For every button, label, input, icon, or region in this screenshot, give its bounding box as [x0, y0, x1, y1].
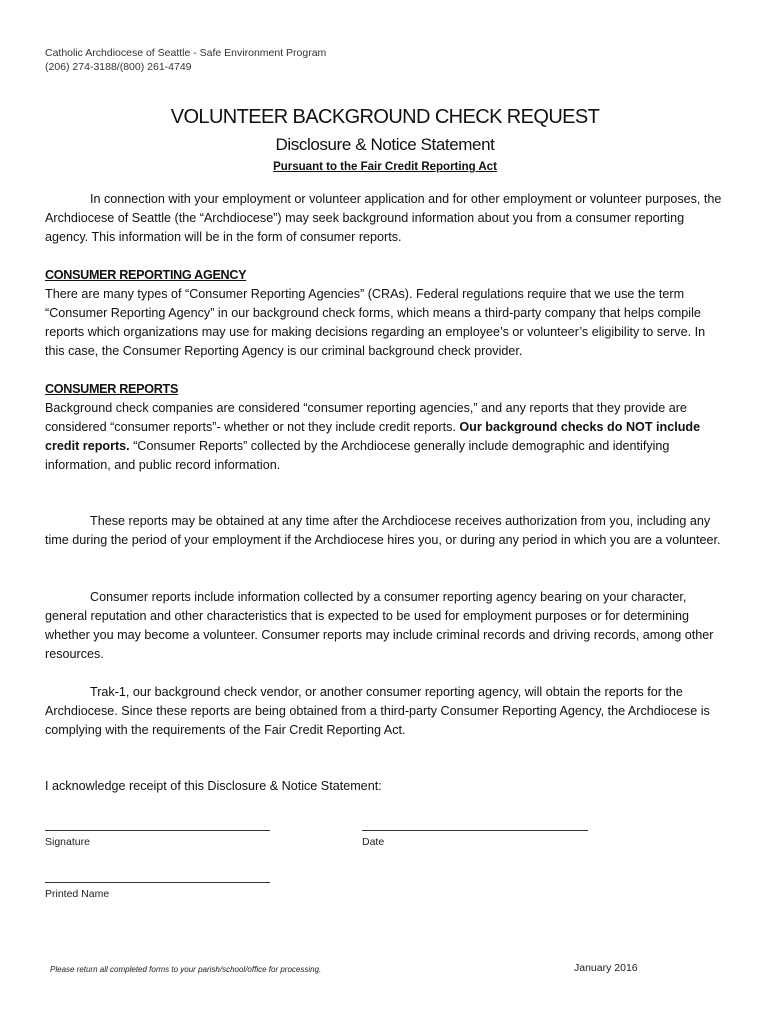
reports-text-bold: Our background checks do NOT include credit reports. [45, 420, 701, 453]
footer-note: Please return all completed forms to your parish/school/office for processing. [50, 965, 322, 974]
act-reference: Pursuant to the Fair Credit Reporting Act [273, 161, 497, 173]
p3-section [45, 683, 725, 740]
signature-line[interactable] [45, 830, 270, 831]
document-title: VOLUNTEER BACKGROUND CHECK REQUEST [170, 106, 600, 128]
reports-text-after: “Consumer Reports” collected by the Archdiocese generally include demographic and identifying information, and public record information. [45, 439, 670, 472]
acknowledge-statement: I acknowledge receipt of this Disclosure & Notice Statement: [45, 779, 382, 793]
title-block [0, 104, 770, 175]
intro-paragraph: In connection with your employment or volunteer application and for other employment or volunteer purposes, the Archdiocese of Seattle (the “Archdiocese”) may seek background information about you from a consumer reporting agency. This information will be in the form of consumer reports. [45, 192, 722, 244]
intro-section [45, 190, 725, 247]
cra-paragraph: There are many types of “Consumer Reporting Agencies” (CRAs). Federal regulations require that we use the term “Consumer Reporting Agency” in our background check forms, which means a third-party company that helps compile reports which organizations may use for making decisions regarding an employee’s or volunteer’s eligibility to serve. In this case, the Consumer Reporting Agency is our criminal background check provider. [45, 287, 706, 358]
p2-section [45, 588, 725, 664]
reports-paragraph [45, 399, 725, 475]
acknowledge-section [45, 777, 725, 796]
printed-name-label: Printed Name [45, 888, 110, 900]
reports-section [45, 380, 725, 475]
date-line[interactable] [362, 830, 588, 831]
signature-label: Signature [45, 836, 90, 848]
cra-heading: CONSUMER REPORTING AGENCY [45, 268, 247, 282]
date-label: Date [362, 836, 385, 848]
cra-section [45, 266, 725, 361]
phone-line: (206) 274-3188/(800) 261-4749 [45, 61, 192, 73]
org-line: Catholic Archdiocese of Seattle - Safe Environment Program [45, 47, 327, 59]
footer-date: January 2016 [574, 962, 638, 974]
reports-heading: CONSUMER REPORTS [45, 382, 179, 396]
document-subtitle: Disclosure & Notice Statement [275, 135, 495, 154]
paragraph-obtain-timing: These reports may be obtained at any time after the Archdiocese receives authorization from you, including any time during the period of your employment if the Archdiocese hires you, or during any period in which you are a volunteer. [45, 514, 721, 547]
p1-section [45, 512, 725, 550]
paragraph-vendor: Trak-1, our background check vendor, or another consumer reporting agency, will obtain the reports for the Archdiocese. Since these reports are being obtained from a third-party Consumer Reporting Agency, the Archdiocese is complying with the requirements of the Fair Credit Reporting Act. [45, 685, 710, 737]
reports-text-before: Background check companies are considered “consumer reporting agencies,” and any reports that they provide are considered “consumer reports”- whether or not they include credit reports. [45, 401, 687, 434]
printed-name-line[interactable] [45, 882, 270, 883]
paragraph-report-contents: Consumer reports include information collected by a consumer reporting agency bearing on your character, general reputation and other characteristics that is expected to be used for employment purposes or for determining whether you may become a volunteer. Consumer reports may include criminal records and driving records, among other resources. [45, 590, 714, 661]
header-block [45, 46, 326, 74]
